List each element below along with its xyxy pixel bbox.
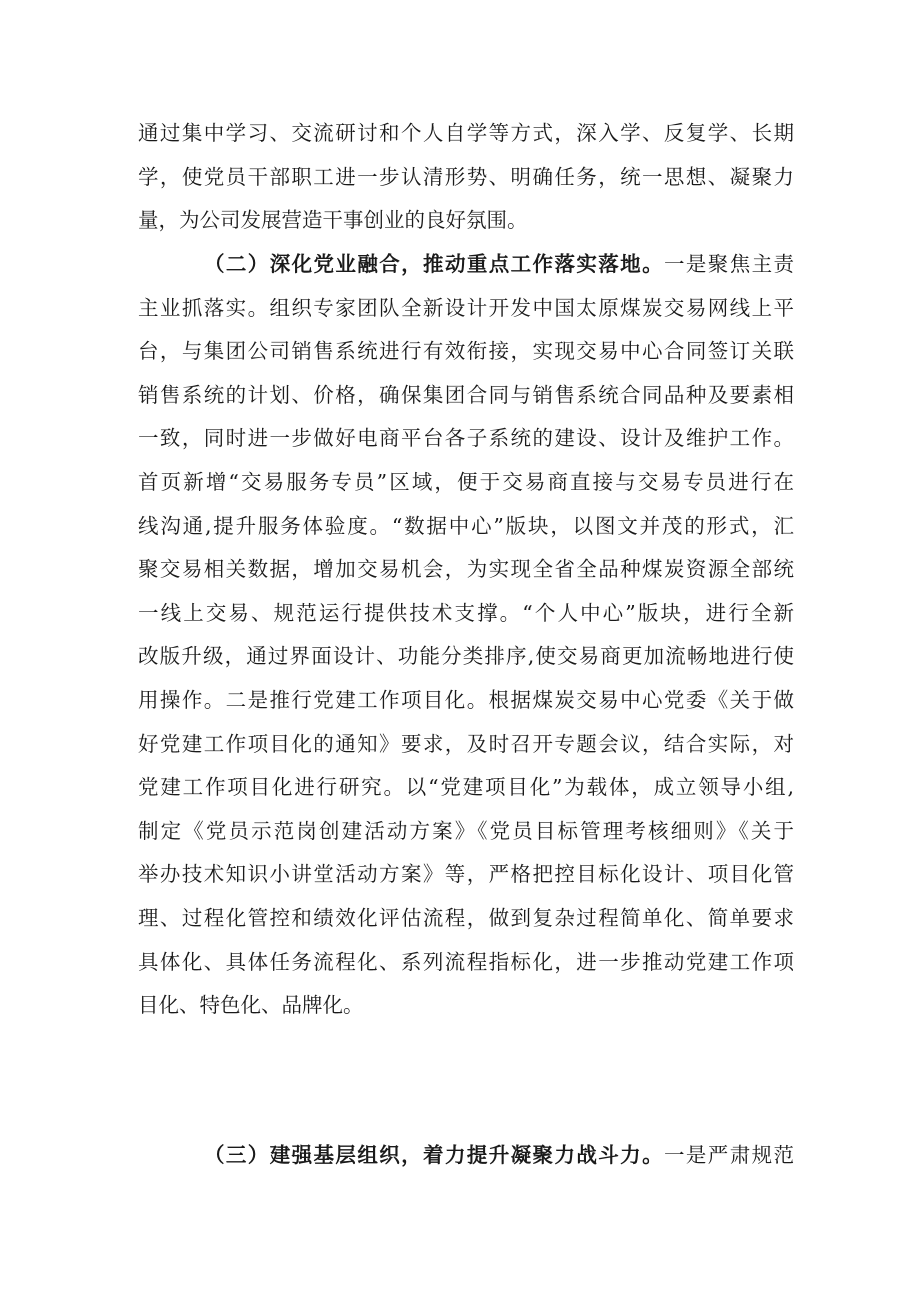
paragraph-text: 一是严肃规范: [663, 1143, 795, 1167]
paragraph-line: 量，为公司发展营造干事创业的良好氛围。: [138, 208, 528, 233]
paragraph-line: 用操作。二是推行党建工作项目化。根据煤炭交易中心党委《关于做: [138, 687, 794, 712]
paragraph-line: 主业抓落实。组织专家团队全新设计开发中国太原煤炭交易网线上平: [138, 295, 794, 320]
paragraph-line: 党建工作项目化进行研究。以“党建项目化”为载体，成立领导小组,: [138, 775, 794, 800]
paragraph-line: 台，与集团公司销售系统进行有效衔接，实现交易中心合同签订关联: [138, 339, 794, 364]
paragraph-line: 好党建工作项目化的通知》要求，及时召开专题会议，结合实际，对: [138, 731, 794, 756]
paragraph-2: [138, 243, 794, 1028]
paragraph-1: [138, 112, 794, 243]
paragraph-line: 聚交易相关数据，增加交易机会，为实现全省全品种煤炭资源全部统: [138, 557, 794, 582]
paragraph-line: 销售系统的计划、价格，确保集团合同与销售系统合同品种及要素相: [138, 382, 794, 407]
paragraph-text: 一是聚焦主责: [663, 252, 795, 276]
paragraph-line: 通过集中学习、交流研讨和个人自学等方式，深入学、反复学、长期: [138, 121, 794, 145]
paragraph-line: 制定《党员示范岗创建活动方案》《党员目标管理考核细则》《关于: [138, 818, 794, 843]
paragraph-line: 理、过程化管控和绩效化评估流程，做到复杂过程简单化、简单要求: [138, 905, 794, 930]
paragraph-first-line: [138, 1134, 794, 1178]
paragraph-line: 学，使党员干部职工进一步认清形势、明确任务，统一思想、凝聚力: [138, 164, 794, 189]
paragraph-line: 线沟通,提升服务体验度。“数据中心”版块，以图文并茂的形式，汇: [138, 513, 794, 538]
paragraph-line: 目化、特色化、品牌化。: [138, 993, 364, 1018]
paragraph-line: 一致，同时进一步做好电商平台各子系统的建设、设计及维护工作。: [138, 426, 794, 451]
section-heading: （三）建强基层组织，着力提升凝聚力战斗力。: [204, 1143, 664, 1167]
paragraph-first-line: [138, 243, 794, 287]
paragraph-line: 具体化、具体任务流程化、系列流程指标化，进一步推动党建工作项: [138, 949, 794, 974]
paragraph-3: [138, 1134, 794, 1178]
paragraph-line: 举办技术知识小讲堂活动方案》等，严格把控目标化设计、项目化管: [138, 862, 794, 887]
paragraph-line: 首页新增“交易服务专员”区域，便于交易商直接与交易专员进行在: [138, 469, 794, 494]
paragraph-line: 一线上交易、规范运行提供技术支撑。“个人中心”版块，进行全新: [138, 600, 794, 625]
paragraph-line: 改版升级，通过界面设计、功能分类排序,使交易商更加流畅地进行使: [138, 644, 794, 669]
section-heading: （二）深化党业融合，推动重点工作落实落地。: [204, 252, 664, 276]
